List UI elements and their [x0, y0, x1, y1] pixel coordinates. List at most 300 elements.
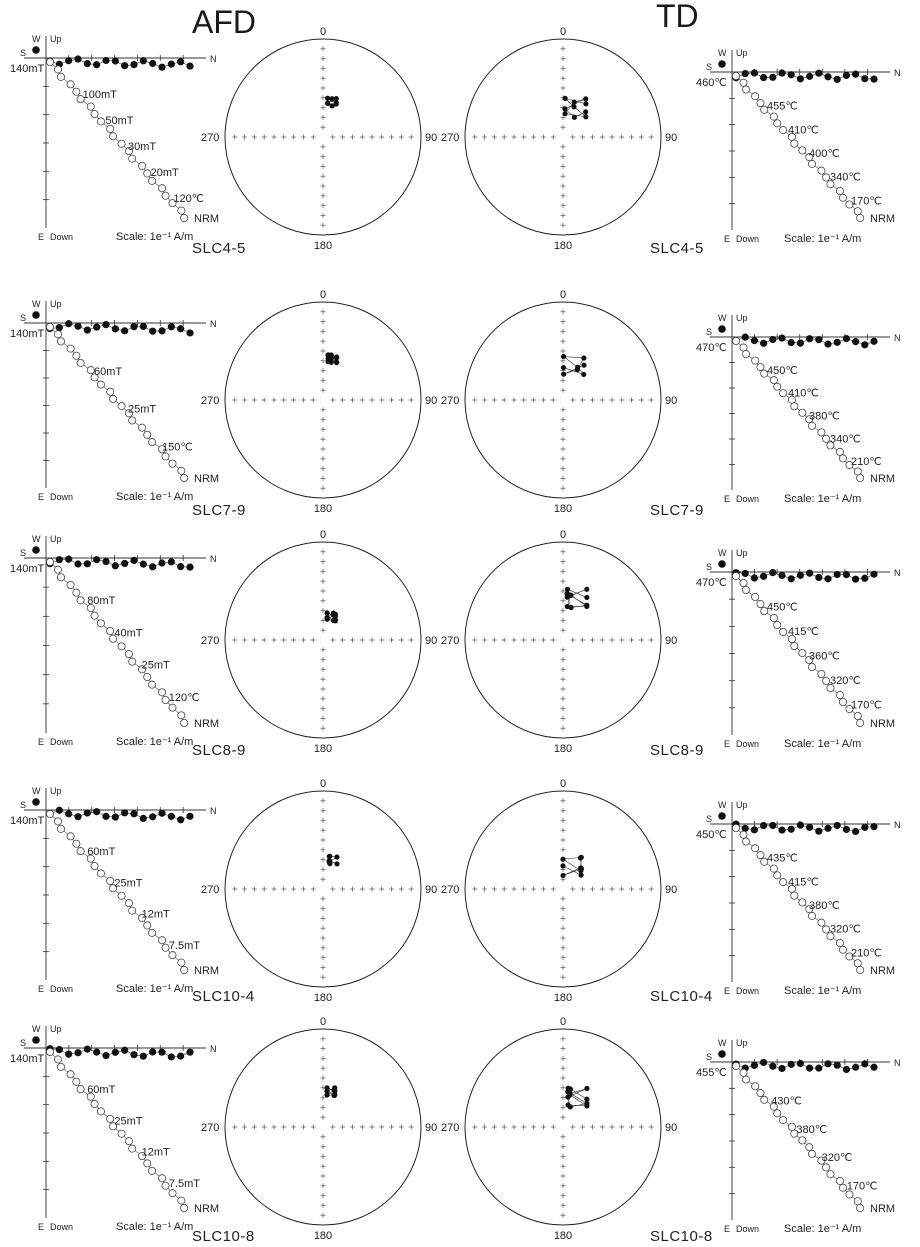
- azimuth-0-label: 0: [559, 529, 567, 541]
- north-label: N: [210, 806, 217, 816]
- azimuth-180-label: 180: [553, 743, 573, 755]
- horizontal-projection-point: [121, 327, 128, 334]
- afd-zijderveld-diagram: [0, 285, 230, 510]
- vertical-projection-point: [732, 337, 739, 344]
- afd-step-label-1: 60mT: [87, 1084, 116, 1097]
- vertical-projection-point: [181, 966, 188, 973]
- vertical-projection-point: [46, 1048, 53, 1055]
- azimuth-90-label: 90: [425, 132, 438, 144]
- sample-row: [0, 772, 920, 1005]
- vertical-projection-point: [107, 877, 114, 884]
- horizontal-projection-point: [806, 73, 813, 80]
- horizontal-projection-point: [149, 60, 156, 67]
- azimuth-90-label: 90: [425, 395, 438, 407]
- horizontal-projection-point: [74, 813, 81, 820]
- vertical-projection-point: [854, 468, 861, 475]
- direction-point: [331, 611, 336, 616]
- north-label: N: [894, 820, 901, 830]
- afd-step-label-0: 140mT: [10, 63, 45, 75]
- vertical-projection-point: [178, 712, 185, 719]
- west-label: W: [718, 313, 727, 323]
- horizontal-projection-point: [870, 338, 877, 345]
- horizontal-projection-point: [130, 810, 137, 817]
- td-step-label-2: 410℃: [788, 387, 819, 400]
- azimuth-180-label: 180: [313, 992, 333, 1004]
- horizontal-projection-point: [121, 62, 128, 69]
- direction-point: [572, 115, 577, 120]
- direction-point: [561, 354, 566, 359]
- td-step-label-5: 170℃: [851, 195, 882, 208]
- up-label: Up: [50, 1024, 62, 1034]
- td-step-label-1: 430℃: [771, 1095, 802, 1108]
- direction-point: [560, 857, 565, 862]
- vertical-projection-point: [818, 429, 825, 436]
- direction-point: [565, 1102, 570, 1107]
- azimuth-0-label: 0: [559, 26, 567, 38]
- vertical-projection-point: [774, 1110, 781, 1117]
- horizontal-projection-point: [102, 321, 109, 328]
- horizontal-projection-point: [158, 1049, 165, 1056]
- azimuth-180-label: 180: [313, 1230, 333, 1242]
- afd-sample-label: SLC8-9: [192, 742, 246, 759]
- horizontal-projection-point: [140, 561, 147, 568]
- horizontal-projection-point: [140, 57, 147, 64]
- direction-point: [583, 114, 588, 119]
- east-label: E: [38, 492, 45, 502]
- horizontal-projection-point: [121, 1047, 128, 1054]
- horizontal-projection-point: [870, 823, 877, 830]
- horizontal-projection-point: [84, 326, 91, 333]
- azimuth-270-label: 270: [441, 395, 460, 407]
- horizontal-projection-point: [751, 574, 758, 581]
- vertical-projection-point: [57, 73, 64, 80]
- horizontal-projection-point: [769, 1063, 776, 1070]
- td-stereonet: [441, 1010, 678, 1242]
- azimuth-0-label: 0: [319, 289, 327, 301]
- north-label: N: [210, 319, 217, 329]
- direction-point: [581, 355, 586, 360]
- up-label: Up: [736, 313, 748, 323]
- up-label: Up: [50, 299, 62, 309]
- direction-point: [566, 1086, 571, 1091]
- down-label: Down: [50, 1222, 74, 1232]
- vertical-projection-point: [742, 1076, 749, 1083]
- vertical-projection-point: [169, 1190, 176, 1197]
- horizontal-projection-point: [778, 69, 785, 76]
- azimuth-90-label: 90: [425, 884, 438, 896]
- horizontal-projection-point: [56, 1046, 63, 1053]
- vertical-projection-point: [178, 207, 185, 214]
- north-label: N: [210, 554, 217, 564]
- vertical-projection-point: [97, 381, 104, 388]
- horizontal-projection-point: [56, 807, 63, 814]
- vertical-projection-point: [791, 140, 798, 147]
- horizontal-projection-point: [112, 813, 119, 820]
- horizontal-projection-point: [158, 64, 165, 71]
- vertical-projection-point: [109, 395, 116, 402]
- horizontal-projection-point: [769, 822, 776, 829]
- afd-column-title: AFD: [192, 4, 256, 40]
- afd-step-label-2: 50mT: [105, 115, 134, 127]
- vertical-projection-point: [740, 79, 747, 86]
- direction-path: [570, 1089, 586, 1099]
- north-label: N: [210, 1044, 217, 1054]
- afd-step-label-3: 25mT: [141, 659, 170, 672]
- td-step-label-4: 340℃: [830, 433, 861, 446]
- vertical-projection-point: [839, 946, 846, 953]
- vertical-projection-point: [752, 357, 759, 364]
- vertical-projection-point: [178, 467, 185, 474]
- direction-point: [579, 866, 584, 871]
- horizontal-projection-point: [778, 826, 785, 833]
- vertical-projection-point: [780, 878, 787, 885]
- afd-zijderveld-diagram: [0, 772, 230, 1002]
- horizontal-projection-point: [788, 826, 795, 833]
- azimuth-90-label: 90: [665, 132, 678, 144]
- north-label: N: [210, 54, 217, 64]
- horizontal-projection-point: [742, 70, 749, 77]
- afd-step-label-5: NRM: [194, 965, 220, 977]
- azimuth-270-label: 270: [201, 1122, 220, 1134]
- vertical-projection-point: [118, 140, 125, 147]
- td-sample-label: SLC8-9: [650, 742, 704, 759]
- west-label: W: [32, 786, 41, 796]
- td-step-label-4: 340℃: [830, 171, 861, 184]
- east-label: E: [38, 737, 45, 747]
- azimuth-90-label: 90: [425, 1122, 438, 1134]
- vertical-projection-point: [181, 719, 188, 726]
- direction-point: [329, 355, 334, 360]
- afd-sample-label: SLC10-8: [192, 1228, 255, 1245]
- horizontal-projection-point: [843, 571, 850, 578]
- horizontal-projection-point: [32, 46, 40, 54]
- horizontal-projection-point: [130, 323, 137, 330]
- vertical-projection-point: [732, 1062, 739, 1069]
- horizontal-projection-point: [778, 572, 785, 579]
- afd-zijderveld-diagram: [0, 20, 230, 250]
- vertical-projection-point: [740, 1069, 747, 1076]
- vertical-projection-point: [836, 448, 843, 455]
- horizontal-projection-point: [852, 71, 859, 78]
- td-step-label-5: 170℃: [851, 699, 882, 712]
- horizontal-projection-point: [824, 340, 831, 347]
- direction-point: [584, 595, 589, 600]
- vertical-projection-point: [799, 649, 806, 656]
- horizontal-projection-point: [843, 826, 850, 833]
- vertical-projection-point: [57, 574, 64, 581]
- horizontal-projection-point: [760, 822, 767, 829]
- sample-row: [0, 520, 920, 759]
- horizontal-projection-point: [93, 556, 100, 563]
- direction-point: [581, 363, 586, 368]
- vertical-projection-point: [97, 1108, 104, 1115]
- east-label: E: [724, 986, 731, 996]
- vertical-projection-point: [46, 558, 53, 565]
- vertical-projection-point: [854, 960, 861, 967]
- horizontal-projection-point: [130, 1051, 137, 1058]
- direction-point: [333, 618, 338, 623]
- south-label: S: [20, 1038, 27, 1048]
- direction-point: [325, 101, 330, 106]
- horizontal-projection-point: [102, 57, 109, 64]
- vertical-projection-point: [770, 614, 777, 621]
- vertical-projection-point: [129, 907, 136, 914]
- direction-point: [583, 101, 588, 106]
- horizontal-projection-point: [834, 571, 841, 578]
- up-label: Up: [736, 548, 748, 558]
- azimuth-0-label: 0: [319, 26, 327, 38]
- south-label: S: [706, 562, 713, 572]
- vertical-projection-point: [808, 1150, 815, 1157]
- south-label: S: [706, 1052, 713, 1062]
- afd-step-label-5: 120℃: [173, 193, 205, 205]
- td-step-label-2: 410℃: [788, 124, 819, 137]
- vertical-projection-point: [125, 650, 132, 657]
- vertical-projection-point: [839, 1184, 846, 1191]
- vertical-projection-point: [158, 937, 165, 944]
- vertical-projection-point: [742, 586, 749, 593]
- west-label: W: [718, 1038, 727, 1048]
- td-step-label-1: 450℃: [767, 364, 798, 377]
- vertical-projection-point: [761, 1096, 768, 1103]
- horizontal-projection-point: [130, 61, 137, 68]
- azimuth-0-label: 0: [559, 289, 567, 301]
- vertical-projection-point: [125, 1138, 132, 1145]
- vertical-projection-point: [144, 922, 151, 929]
- horizontal-projection-point: [870, 75, 877, 82]
- horizontal-projection-point: [788, 575, 795, 582]
- direction-point: [584, 603, 589, 608]
- vertical-projection-point: [129, 1145, 136, 1152]
- direction-point: [584, 1103, 589, 1108]
- afd-step-label-2: 40mT: [114, 627, 143, 640]
- south-label: S: [20, 548, 27, 558]
- east-label: E: [724, 739, 731, 749]
- horizontal-projection-point: [149, 563, 156, 570]
- sample-row: [0, 285, 920, 519]
- horizontal-projection-point: [718, 60, 726, 68]
- south-label: S: [20, 313, 27, 323]
- horizontal-projection-point: [168, 323, 175, 330]
- afd-step-label-2: 25mT: [128, 403, 157, 416]
- vertical-projection-point: [757, 363, 764, 370]
- up-label: Up: [50, 534, 62, 544]
- north-label: N: [894, 1058, 901, 1068]
- direction-point: [562, 111, 567, 116]
- vertical-projection-point: [808, 663, 815, 670]
- down-label: Down: [736, 1224, 760, 1234]
- afd-zijderveld-diagram: [0, 1010, 230, 1240]
- direction-point: [567, 1092, 572, 1097]
- horizontal-projection-point: [84, 1046, 91, 1053]
- vertical-projection-point: [54, 1056, 61, 1063]
- vertical-projection-point: [46, 323, 53, 330]
- vertical-projection-point: [823, 926, 830, 933]
- direction-point: [560, 863, 565, 868]
- vertical-projection-point: [742, 350, 749, 357]
- direction-point: [563, 96, 568, 101]
- vertical-projection-point: [732, 824, 739, 831]
- direction-point: [327, 854, 332, 859]
- azimuth-90-label: 90: [425, 635, 438, 647]
- td-step-label-0: 470℃: [696, 577, 727, 589]
- vertical-projection-point: [91, 612, 98, 619]
- vertical-projection-point: [73, 352, 80, 359]
- horizontal-projection-point: [843, 1066, 850, 1073]
- vertical-projection-point: [54, 818, 61, 825]
- vertical-projection-point: [740, 579, 747, 586]
- vertical-projection-point: [169, 460, 176, 467]
- td-step-label-4: 170℃: [846, 1180, 878, 1193]
- horizontal-projection-point: [861, 341, 868, 348]
- azimuth-90-label: 90: [665, 1122, 678, 1134]
- vertical-projection-point: [144, 1160, 151, 1167]
- vertical-projection-point: [857, 474, 864, 481]
- td-step-label-0: 450℃: [696, 829, 727, 841]
- horizontal-projection-point: [769, 336, 776, 343]
- vertical-projection-point: [780, 628, 787, 635]
- vertical-projection-point: [54, 331, 61, 338]
- vertical-projection-point: [799, 899, 806, 906]
- horizontal-projection-point: [102, 558, 109, 565]
- horizontal-projection-point: [149, 1048, 156, 1055]
- horizontal-projection-point: [158, 810, 165, 817]
- scale-label: Scale: 1e⁻¹ A/m: [784, 985, 862, 997]
- scale-label: Scale: 1e⁻¹ A/m: [116, 231, 194, 243]
- south-label: S: [20, 48, 27, 58]
- vertical-projection-point: [857, 966, 864, 973]
- afd-sample-label: SLC4-5: [192, 240, 246, 257]
- td-step-label-2: 415℃: [788, 626, 819, 638]
- azimuth-180-label: 180: [313, 503, 333, 515]
- east-label: E: [38, 232, 45, 242]
- azimuth-270-label: 270: [441, 132, 460, 144]
- vertical-projection-point: [780, 1116, 787, 1123]
- vertical-projection-point: [799, 409, 806, 416]
- scale-label: Scale: 1e⁻¹ A/m: [784, 233, 862, 245]
- azimuth-90-label: 90: [665, 395, 678, 407]
- vertical-projection-point: [125, 900, 132, 907]
- afd-step-label-5: NRM: [194, 718, 220, 730]
- td-step-label-5: NRM: [870, 1203, 896, 1215]
- afd-step-label-3: 12mT: [141, 1146, 170, 1159]
- west-label: W: [32, 1024, 41, 1034]
- vertical-projection-point: [742, 86, 749, 93]
- td-step-label-1: 455℃: [767, 100, 798, 113]
- horizontal-projection-point: [815, 828, 822, 835]
- vertical-projection-point: [109, 133, 116, 140]
- horizontal-projection-point: [168, 813, 175, 820]
- vertical-projection-point: [138, 162, 145, 169]
- horizontal-projection-point: [74, 55, 81, 62]
- vertical-projection-point: [181, 1204, 188, 1211]
- east-label: E: [724, 234, 731, 244]
- horizontal-projection-point: [870, 571, 877, 578]
- horizontal-projection-point: [861, 575, 868, 582]
- sample-row: [0, 1010, 920, 1245]
- direction-point: [325, 615, 330, 620]
- vertical-projection-point: [770, 113, 777, 120]
- horizontal-projection-point: [843, 335, 850, 342]
- vertical-projection-point: [77, 597, 84, 604]
- vertical-projection-point: [87, 103, 94, 110]
- td-step-label-4: 320℃: [830, 675, 861, 687]
- west-label: W: [718, 548, 727, 558]
- vertical-projection-point: [129, 658, 136, 665]
- td-step-label-1: 435℃: [767, 852, 798, 865]
- horizontal-projection-point: [102, 813, 109, 820]
- vertical-projection-point: [774, 621, 781, 628]
- afd-step-label-1: 100mT: [82, 89, 117, 101]
- vertical-projection-point: [57, 1063, 64, 1070]
- td-step-label-6: NRM: [870, 718, 896, 730]
- horizontal-projection-point: [797, 75, 804, 82]
- vertical-projection-point: [144, 673, 151, 680]
- vertical-projection-point: [129, 417, 136, 424]
- horizontal-projection-point: [718, 560, 726, 568]
- vertical-projection-point: [752, 845, 759, 852]
- afd-sample-label: SLC7-9: [192, 502, 246, 519]
- vertical-projection-point: [818, 670, 825, 677]
- afd-step-label-1: 60mT: [87, 846, 116, 859]
- vertical-projection-point: [107, 388, 114, 395]
- down-label: Down: [50, 984, 74, 994]
- vertical-projection-point: [806, 1144, 813, 1151]
- azimuth-270-label: 270: [441, 635, 460, 647]
- direction-point: [561, 365, 566, 370]
- td-step-label-5: 210℃: [851, 456, 882, 469]
- west-label: W: [718, 48, 727, 58]
- horizontal-projection-point: [718, 812, 726, 820]
- afd-step-label-4: 7.5mT: [168, 1177, 200, 1190]
- td-stereonet: [441, 20, 678, 252]
- east-label: E: [38, 1222, 45, 1232]
- vertical-projection-point: [162, 192, 169, 199]
- down-label: Down: [736, 986, 760, 996]
- direction-point: [562, 106, 567, 111]
- vertical-projection-point: [757, 1089, 764, 1096]
- horizontal-projection-point: [824, 1060, 831, 1067]
- horizontal-projection-point: [112, 1049, 119, 1056]
- horizontal-projection-point: [834, 822, 841, 829]
- vertical-projection-point: [91, 1100, 98, 1107]
- horizontal-projection-point: [834, 76, 841, 83]
- vertical-projection-point: [732, 72, 739, 79]
- down-label: Down: [736, 234, 760, 244]
- td-step-label-2: 415℃: [788, 876, 819, 889]
- afd-step-label-5: NRM: [194, 1203, 220, 1215]
- afd-step-label-3: 12mT: [141, 908, 170, 921]
- td-step-label-3: 380℃: [809, 410, 840, 423]
- vertical-projection-point: [57, 825, 64, 832]
- down-label: Down: [736, 494, 760, 504]
- horizontal-projection-point: [760, 573, 767, 580]
- td-stereonet: [441, 285, 678, 515]
- scale-label: Scale: 1e⁻¹ A/m: [116, 736, 194, 748]
- scale-label: Scale: 1e⁻¹ A/m: [116, 1221, 194, 1233]
- azimuth-270-label: 270: [201, 884, 220, 896]
- vertical-projection-point: [774, 120, 781, 127]
- horizontal-projection-point: [834, 1062, 841, 1069]
- td-zijderveld-diagram: [698, 20, 908, 250]
- vertical-projection-point: [107, 1115, 114, 1122]
- vertical-projection-point: [836, 1177, 843, 1184]
- direction-point: [332, 1085, 337, 1090]
- td-step-label-3: 400℃: [809, 148, 840, 160]
- scale-label: Scale: 1e⁻¹ A/m: [784, 493, 862, 505]
- horizontal-projection-point: [112, 57, 119, 64]
- horizontal-projection-point: [112, 325, 119, 332]
